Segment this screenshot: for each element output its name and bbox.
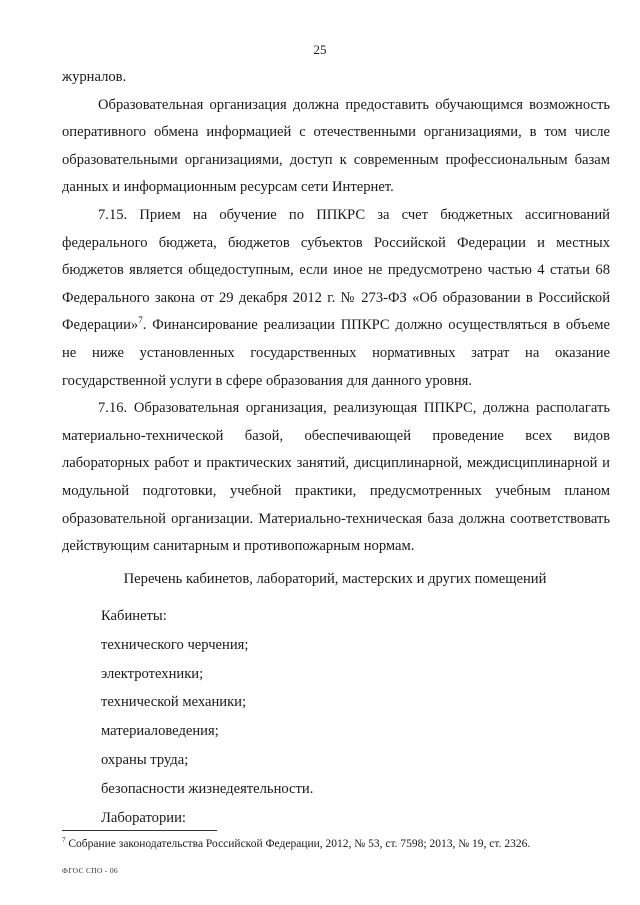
- list-heading: Перечень кабинетов, лабораторий, мастерских и других помещений: [123, 571, 547, 587]
- paragraph-continuation: журналов.: [62, 69, 127, 85]
- body-text: [62, 64, 610, 561]
- page-number: 25: [313, 42, 327, 57]
- list-item: охраны труда;: [101, 751, 189, 768]
- labs-label: Лаборатории:: [101, 809, 186, 826]
- document-code: ФГОС СПО - 06: [62, 866, 118, 875]
- list-item: технической механики;: [101, 694, 247, 711]
- footnote: [62, 838, 530, 850]
- footnote-text: Собрание законодательства Российской Федерации, 2012, № 53, ст. 7598; 2013, № 19, ст. 2326.: [65, 838, 531, 850]
- footnote-marker: 7: [62, 836, 66, 845]
- premises-list: [101, 602, 313, 832]
- footnote-reference: 7: [138, 315, 143, 326]
- footnote-divider: [62, 830, 217, 831]
- paragraph-7-15-part-1: 7.15. Прием на обучение по ППКРС за счет бюджетных ассигнований федерального бюджета, бюджетов субъектов Российской Федерации и местных бюджетов является общедоступным, если иное не предусмотрено частью 4 статьи 68 Федерального закона от 29 декабря 2012 г. № 273-ФЗ «Об образовании в Российской Федерации»: [62, 206, 610, 334]
- paragraph-7-15: [62, 202, 610, 395]
- list-item: материаловедения;: [101, 723, 219, 740]
- list-item: технического черчения;: [101, 636, 249, 653]
- paragraph-information-exchange: Образовательная организация должна предоставить обучающимся возможность оперативного обмена информацией с отечественными организациями, в том числе образовательными организациями, доступ к современным профессиональным базам данных и информационным ресурсам сети Интернет.: [62, 96, 610, 196]
- paragraph-7-16: 7.16. Образовательная организация, реализующая ППКРС, должна располагать материально-технической базой, обеспечивающей проведение всех видов лабораторных работ и практических занятий, дисциплинарной, междисциплинарной и модульной подготовки, учебной практики, предусмотренных учебным планом образовательной организации. Материально-техническая база должна соответствовать действующим санитарным и противопожарным нормам.: [62, 400, 610, 555]
- paragraph-7-15-part-2: . Финансирование реализации ППКРС должно осуществляться в объеме не ниже установленных государственных нормативных затрат на оказание государственной услуги в сфере образования для данного уровня.: [62, 317, 610, 389]
- list-item: безопасности жизнедеятельности.: [101, 780, 314, 797]
- cabinets-label: Кабинеты:: [101, 608, 167, 624]
- list-item: электротехники;: [101, 665, 204, 682]
